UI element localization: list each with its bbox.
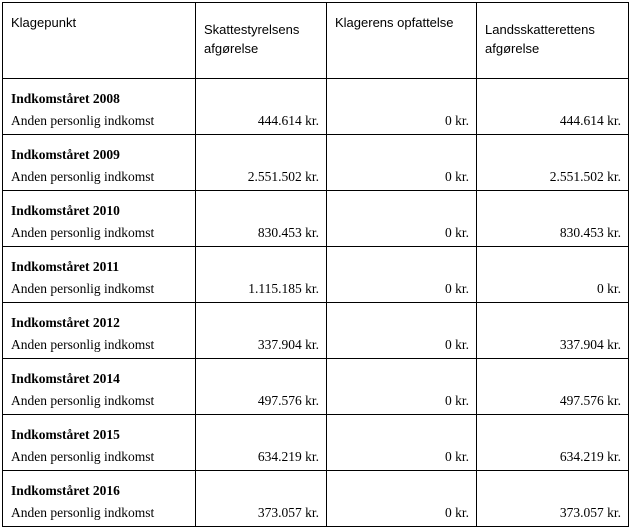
table-row — [3, 247, 629, 303]
table-row — [3, 471, 629, 527]
amount-skattestyrelsen: 497.576 kr. — [257, 393, 319, 408]
income-year: Indkomståret 2008 — [11, 91, 120, 106]
amount-landsskatteretten: 337.904 kr. — [559, 337, 621, 352]
cell-landsskatteretten — [477, 191, 629, 247]
amount-klageren: 0 kr. — [444, 449, 469, 464]
cell-landsskatteretten — [477, 79, 629, 135]
cell-skattestyrelsen — [196, 471, 327, 527]
income-type-label: Anden personlig indkomst — [11, 449, 155, 464]
cell-klagepunkt — [3, 79, 196, 135]
income-year: Indkomståret 2011 — [11, 259, 120, 274]
income-type-label: Anden personlig indkomst — [11, 281, 155, 296]
income-type-label: Anden personlig indkomst — [11, 393, 155, 408]
cell-klageren — [327, 191, 477, 247]
amount-landsskatteretten: 444.614 kr. — [559, 113, 621, 128]
amount-skattestyrelsen: 1.115.185 kr. — [248, 281, 319, 296]
header-skattestyrelsens-afgorelse: Skattestyrelsens afgørelse — [196, 3, 327, 79]
cell-skattestyrelsen — [196, 79, 327, 135]
income-year: Indkomståret 2015 — [11, 427, 120, 442]
cell-landsskatteretten — [477, 303, 629, 359]
income-year: Indkomståret 2016 — [11, 483, 120, 498]
table-row — [3, 79, 629, 135]
cell-klageren — [327, 247, 477, 303]
cell-landsskatteretten — [477, 247, 629, 303]
amount-klageren: 0 kr. — [444, 225, 469, 240]
table-row — [3, 303, 629, 359]
cell-klagepunkt — [3, 359, 196, 415]
amount-klageren: 0 kr. — [444, 113, 469, 128]
cell-klageren — [327, 415, 477, 471]
cell-klagepunkt — [3, 247, 196, 303]
table-header-row — [3, 3, 629, 79]
income-type-label: Anden personlig indkomst — [11, 505, 155, 520]
amount-klageren: 0 kr. — [444, 337, 469, 352]
header-klagepunkt: Klagepunkt — [3, 3, 196, 79]
income-year: Indkomståret 2009 — [11, 147, 120, 162]
amount-landsskatteretten: 373.057 kr. — [559, 505, 621, 520]
amount-landsskatteretten: 497.576 kr. — [559, 393, 621, 408]
amount-skattestyrelsen: 337.904 kr. — [257, 337, 319, 352]
cell-skattestyrelsen — [196, 191, 327, 247]
table-row — [3, 191, 629, 247]
amount-landsskatteretten: 0 kr. — [596, 281, 621, 296]
cell-skattestyrelsen — [196, 135, 327, 191]
income-year: Indkomståret 2010 — [11, 203, 120, 218]
cell-landsskatteretten — [477, 135, 629, 191]
cell-klagepunkt — [3, 135, 196, 191]
amount-skattestyrelsen: 634.219 kr. — [257, 449, 319, 464]
income-year: Indkomståret 2012 — [11, 315, 120, 330]
table-row — [3, 135, 629, 191]
header-klagerens-opfattelse: Klagerens opfattelse — [327, 3, 477, 79]
cell-klageren — [327, 135, 477, 191]
table-row — [3, 415, 629, 471]
income-type-label: Anden personlig indkomst — [11, 113, 155, 128]
amount-skattestyrelsen: 444.614 kr. — [257, 113, 319, 128]
cell-klagepunkt — [3, 191, 196, 247]
table-row — [3, 359, 629, 415]
tax-decision-table — [2, 2, 629, 527]
cell-landsskatteretten — [477, 471, 629, 527]
cell-klageren — [327, 359, 477, 415]
amount-skattestyrelsen: 830.453 kr. — [257, 225, 319, 240]
cell-klageren — [327, 79, 477, 135]
amount-klageren: 0 kr. — [444, 393, 469, 408]
amount-skattestyrelsen: 373.057 kr. — [257, 505, 319, 520]
cell-klageren — [327, 303, 477, 359]
income-year: Indkomståret 2014 — [11, 371, 120, 386]
amount-klageren: 0 kr. — [444, 505, 469, 520]
income-type-label: Anden personlig indkomst — [11, 225, 155, 240]
amount-landsskatteretten: 2.551.502 kr. — [549, 169, 621, 184]
cell-skattestyrelsen — [196, 303, 327, 359]
cell-skattestyrelsen — [196, 415, 327, 471]
cell-klagepunkt — [3, 303, 196, 359]
cell-klagepunkt — [3, 415, 196, 471]
header-landsskatterettens-afgorelse: Landsskatterettens afgørelse — [477, 3, 629, 79]
amount-skattestyrelsen: 2.551.502 kr. — [247, 169, 319, 184]
cell-skattestyrelsen — [196, 359, 327, 415]
amount-landsskatteretten: 830.453 kr. — [559, 225, 621, 240]
cell-klagepunkt — [3, 471, 196, 527]
cell-landsskatteretten — [477, 415, 629, 471]
income-type-label: Anden personlig indkomst — [11, 169, 155, 184]
amount-landsskatteretten: 634.219 kr. — [559, 449, 621, 464]
cell-klageren — [327, 471, 477, 527]
income-type-label: Anden personlig indkomst — [11, 337, 155, 352]
cell-skattestyrelsen — [196, 247, 327, 303]
amount-klageren: 0 kr. — [444, 281, 469, 296]
amount-klageren: 0 kr. — [444, 169, 469, 184]
cell-landsskatteretten — [477, 359, 629, 415]
table-body — [3, 79, 629, 527]
